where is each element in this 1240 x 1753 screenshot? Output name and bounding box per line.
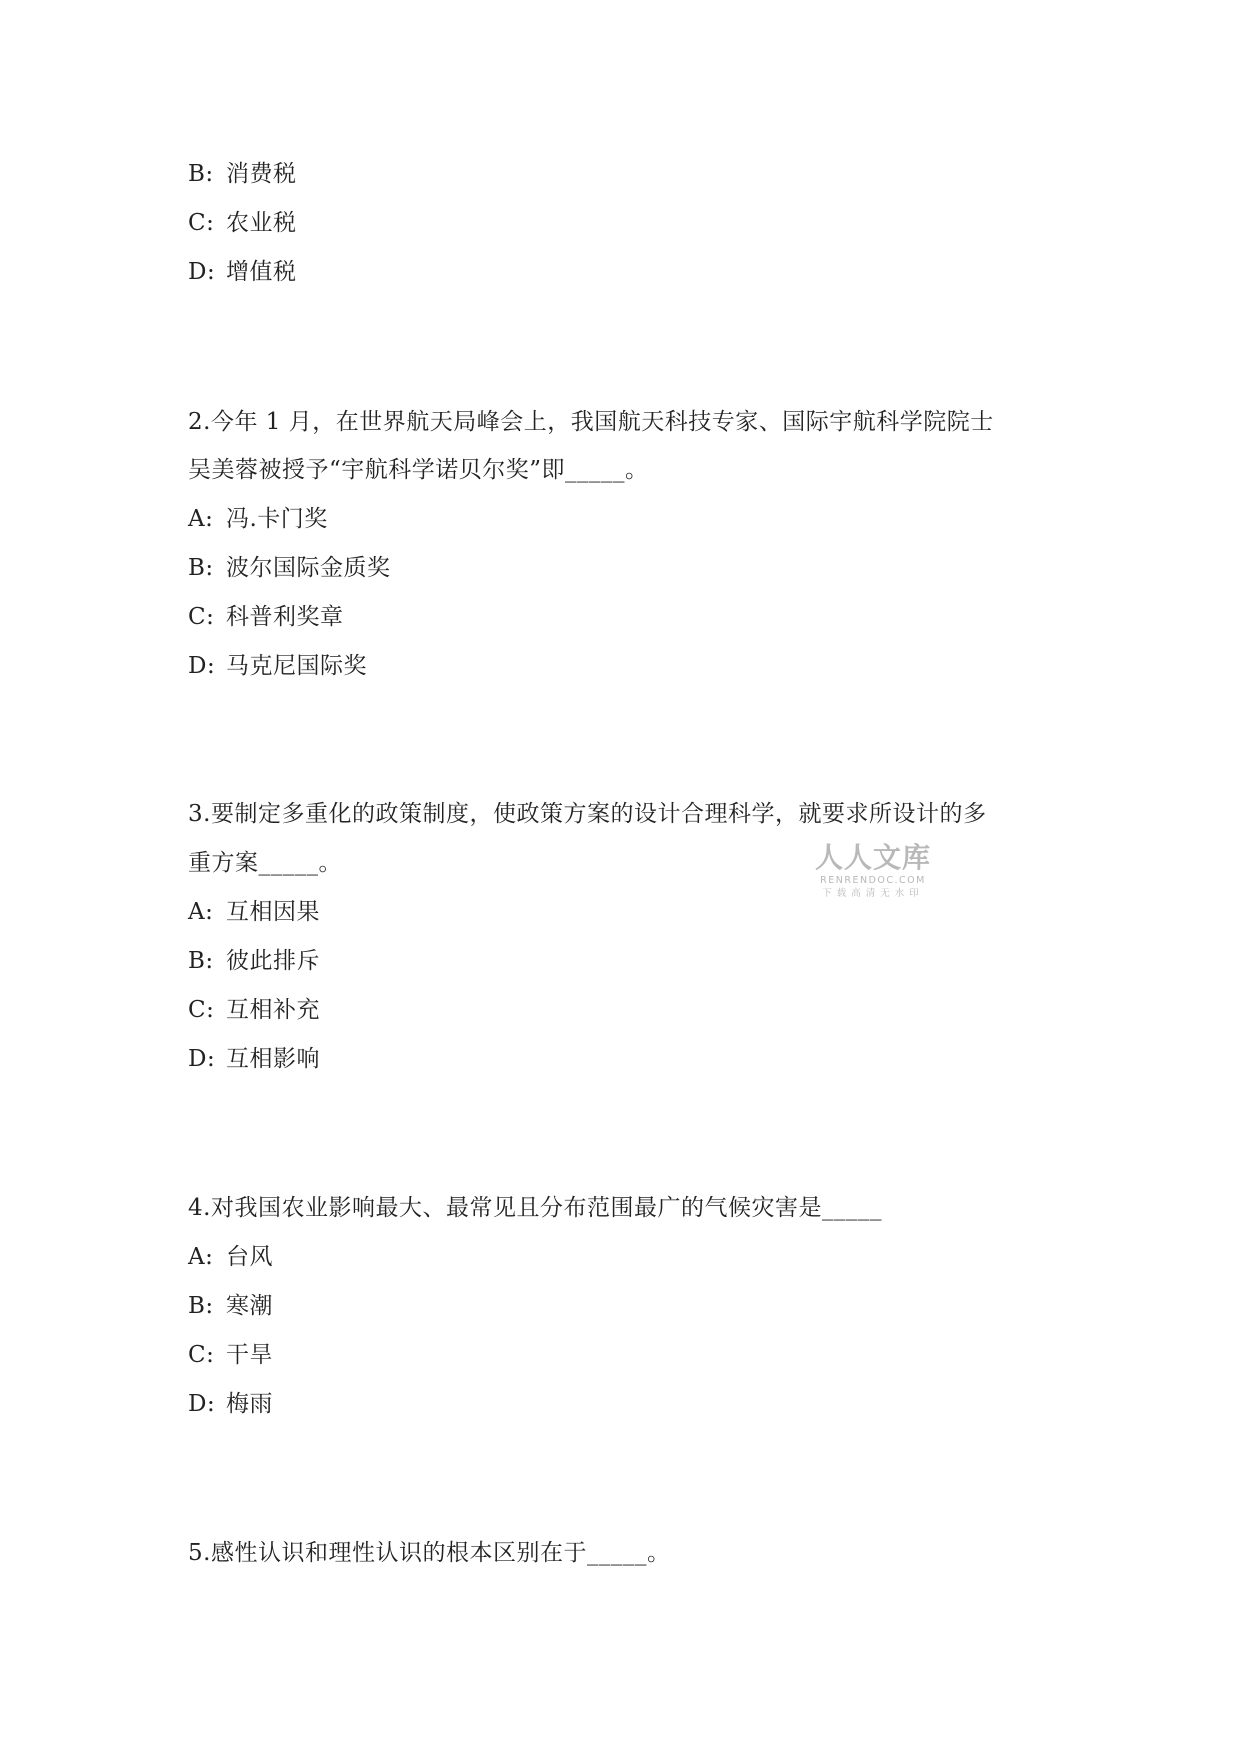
option-text: 马克尼国际奖 [226, 653, 367, 679]
q2-option-b [188, 552, 391, 584]
option-letter: B: [188, 161, 214, 187]
q4-option-a [188, 1241, 273, 1273]
option-text: 科普利奖章 [226, 604, 344, 630]
option-text: 梅雨 [226, 1391, 273, 1417]
option-text: 农业税 [226, 210, 297, 236]
q2-stem-line2: 吴美蓉被授予“宇航科学诺贝尔奖”即_____。 [188, 457, 649, 483]
option-letter: B: [188, 555, 214, 581]
option-letter: B: [188, 1293, 214, 1319]
option-letter: C: [188, 604, 215, 630]
q3-option-d [188, 1043, 320, 1075]
option-letter: A: [188, 899, 214, 925]
option-text: 台风 [226, 1244, 273, 1270]
watermark-logo [808, 842, 938, 900]
option-text: 互相补充 [226, 997, 320, 1023]
q3-option-b [188, 945, 320, 977]
option-text: 彼此排斥 [226, 948, 320, 974]
q3-stem-line2: 重方案_____。 [188, 850, 342, 876]
option-text: 寒潮 [226, 1293, 273, 1319]
q2-stem-line1: 2.今年 1 月，在世界航天局峰会上，我国航天科技专家、国际宇航科学院院士 [188, 409, 994, 435]
q2-option-a [188, 503, 328, 535]
q4-option-c [188, 1339, 273, 1371]
option-text: 增值税 [226, 259, 297, 285]
watermark-main-text: 人人文库 [814, 841, 931, 874]
q4-option-d [188, 1388, 273, 1420]
q4-option-b [188, 1290, 273, 1322]
option-letter: D: [188, 1391, 216, 1417]
option-letter: D: [188, 653, 216, 679]
q5-stem-line1: 5.感性认识和理性认识的根本区别在于_____。 [188, 1540, 671, 1566]
option-letter: D: [188, 1046, 216, 1072]
q1-option-c [188, 207, 297, 239]
option-text: 互相影响 [226, 1046, 320, 1072]
option-letter: A: [188, 1244, 214, 1270]
q3-option-c [188, 994, 320, 1026]
q2-option-d [188, 650, 367, 682]
watermark-tagline: 下载高清无水印 [822, 888, 924, 899]
q1-option-b [188, 158, 297, 190]
q3-option-a [188, 896, 320, 928]
option-letter: C: [188, 1342, 215, 1368]
option-letter: D: [188, 259, 216, 285]
q4-stem-line1: 4.对我国农业影响最大、最常见且分布范围最广的气候灾害是_____ [188, 1195, 882, 1221]
q1-option-d [188, 256, 297, 288]
option-letter: B: [188, 948, 214, 974]
q2-option-c [188, 601, 344, 633]
option-letter: C: [188, 210, 215, 236]
option-text: 干旱 [226, 1342, 273, 1368]
q3-stem-line1: 3.要制定多重化的政策制度，使政策方案的设计合理科学，就要求所设计的多 [188, 801, 987, 827]
watermark-url: RENRENDOC.COM [820, 875, 926, 886]
option-text: 消费税 [226, 161, 297, 187]
option-letter: C: [188, 997, 215, 1023]
option-letter: A: [188, 506, 214, 532]
option-text: 冯.卡门奖 [226, 506, 328, 532]
option-text: 互相因果 [226, 899, 320, 925]
option-text: 波尔国际金质奖 [226, 555, 391, 581]
